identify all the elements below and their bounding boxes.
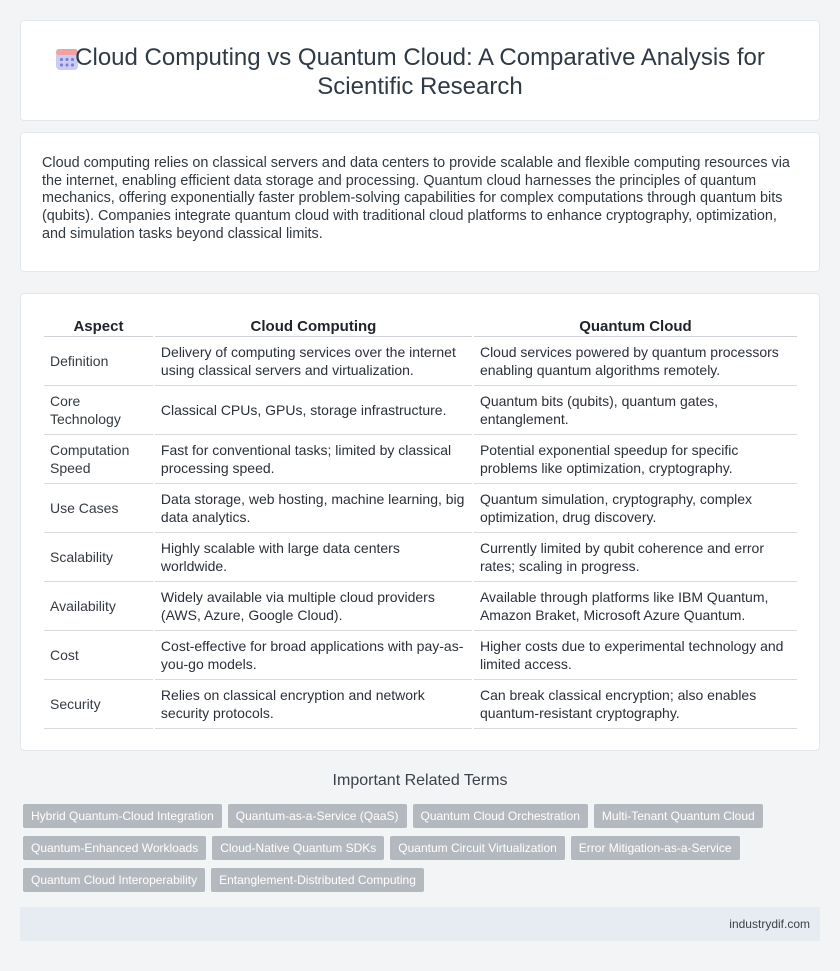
comparison-table — [42, 314, 799, 731]
tag-row — [23, 868, 803, 892]
table-row — [44, 388, 797, 435]
header-aspect: Aspect — [44, 316, 153, 337]
table-header-row — [44, 316, 797, 337]
table-cell: Highly scalable with large data centers worldwide. — [155, 535, 472, 582]
table-cell: Cloud services powered by quantum processors enabling quantum algorithms remotely. — [474, 339, 797, 386]
related-term-tag[interactable]: Entanglement-Distributed Computing — [211, 868, 424, 892]
table-cell: Can break classical encryption; also enables quantum-resistant cryptography. — [474, 682, 797, 729]
related-terms-list — [23, 804, 803, 900]
table-row — [44, 535, 797, 582]
table-cell: Currently limited by qubit coherence and error rates; scaling in progress. — [474, 535, 797, 582]
tag-row — [23, 804, 803, 828]
intro-card — [20, 132, 820, 272]
table-cell: Available through platforms like IBM Quantum, Amazon Braket, Microsoft Azure Quantum. — [474, 584, 797, 631]
table-cell: Potential exponential speedup for specific problems like optimization, cryptography. — [474, 437, 797, 484]
table-row — [44, 633, 797, 680]
table-cell-aspect: Security — [44, 682, 153, 729]
related-term-tag[interactable]: Error Mitigation-as-a-Service — [571, 836, 740, 860]
page-title — [21, 43, 819, 101]
related-terms-heading: Important Related Terms — [332, 772, 508, 789]
related-term-tag[interactable]: Quantum-Enhanced Workloads — [23, 836, 206, 860]
table-row — [44, 682, 797, 729]
intro-paragraph: Cloud computing relies on classical servers and data centers to provide scalable and flexible computing resources via the internet, enabling efficient data storage and processing. Quantum cloud harnesses the principles of quantum mechanics, offering exponentially faster problem-solving capabilities for complex computations through quantum bits (qubits). Companies integrate quantum cloud with traditional cloud platforms to enhance cryptography, optimization, and simulation tasks beyond classical limits. — [42, 155, 790, 242]
table-row — [44, 339, 797, 386]
table-cell-aspect: Cost — [44, 633, 153, 680]
related-term-tag[interactable]: Quantum Circuit Virtualization — [390, 836, 565, 860]
table-row — [44, 486, 797, 533]
table-cell: Data storage, web hosting, machine learning, big data analytics. — [155, 486, 472, 533]
related-term-tag[interactable]: Quantum Cloud Interoperability — [23, 868, 205, 892]
header-card — [20, 20, 820, 121]
table-row — [44, 437, 797, 484]
page-title-line2: Scientific Research — [317, 73, 523, 100]
related-term-tag[interactable]: Hybrid Quantum-Cloud Integration — [23, 804, 222, 828]
table-cell: Widely available via multiple cloud providers (AWS, Azure, Google Cloud). — [155, 584, 472, 631]
table-cell: Higher costs due to experimental technology and limited access. — [474, 633, 797, 680]
tag-row — [23, 836, 803, 860]
related-term-tag[interactable]: Multi-Tenant Quantum Cloud — [594, 804, 763, 828]
table-cell-aspect: Scalability — [44, 535, 153, 582]
table-cell: Delivery of computing services over the internet using classical servers and virtualization. — [155, 339, 472, 386]
table-cell: Classical CPUs, GPUs, storage infrastructure. — [155, 388, 472, 435]
table-cell: Quantum simulation, cryptography, complex optimization, drug discovery. — [474, 486, 797, 533]
table-cell: Quantum bits (qubits), quantum gates, entanglement. — [474, 388, 797, 435]
table-cell-aspect: Computation Speed — [44, 437, 153, 484]
table-cell-aspect: Use Cases — [44, 486, 153, 533]
page-title-line1: Cloud Computing vs Quantum Cloud: A Comparative Analysis for — [75, 44, 765, 71]
table-row — [44, 584, 797, 631]
table-cell-aspect: Definition — [44, 339, 153, 386]
table-cell: Fast for conventional tasks; limited by classical processing speed. — [155, 437, 472, 484]
table-cell: Relies on classical encryption and network security protocols. — [155, 682, 472, 729]
table-cell-aspect: Core Technology — [44, 388, 153, 435]
related-term-tag[interactable]: Cloud-Native Quantum SDKs — [212, 836, 384, 860]
related-term-tag[interactable]: Quantum Cloud Orchestration — [413, 804, 588, 828]
header-quantum-cloud: Quantum Cloud — [474, 316, 797, 337]
footer — [20, 907, 820, 941]
related-term-tag[interactable]: Quantum-as-a-Service (QaaS) — [228, 804, 407, 828]
comparison-table-card — [20, 293, 820, 751]
table-cell: Cost-effective for broad applications with pay-as-you-go models. — [155, 633, 472, 680]
header-cloud-computing: Cloud Computing — [155, 316, 472, 337]
table-cell-aspect: Availability — [44, 584, 153, 631]
footer-site-link[interactable]: industrydif.com — [729, 917, 810, 931]
